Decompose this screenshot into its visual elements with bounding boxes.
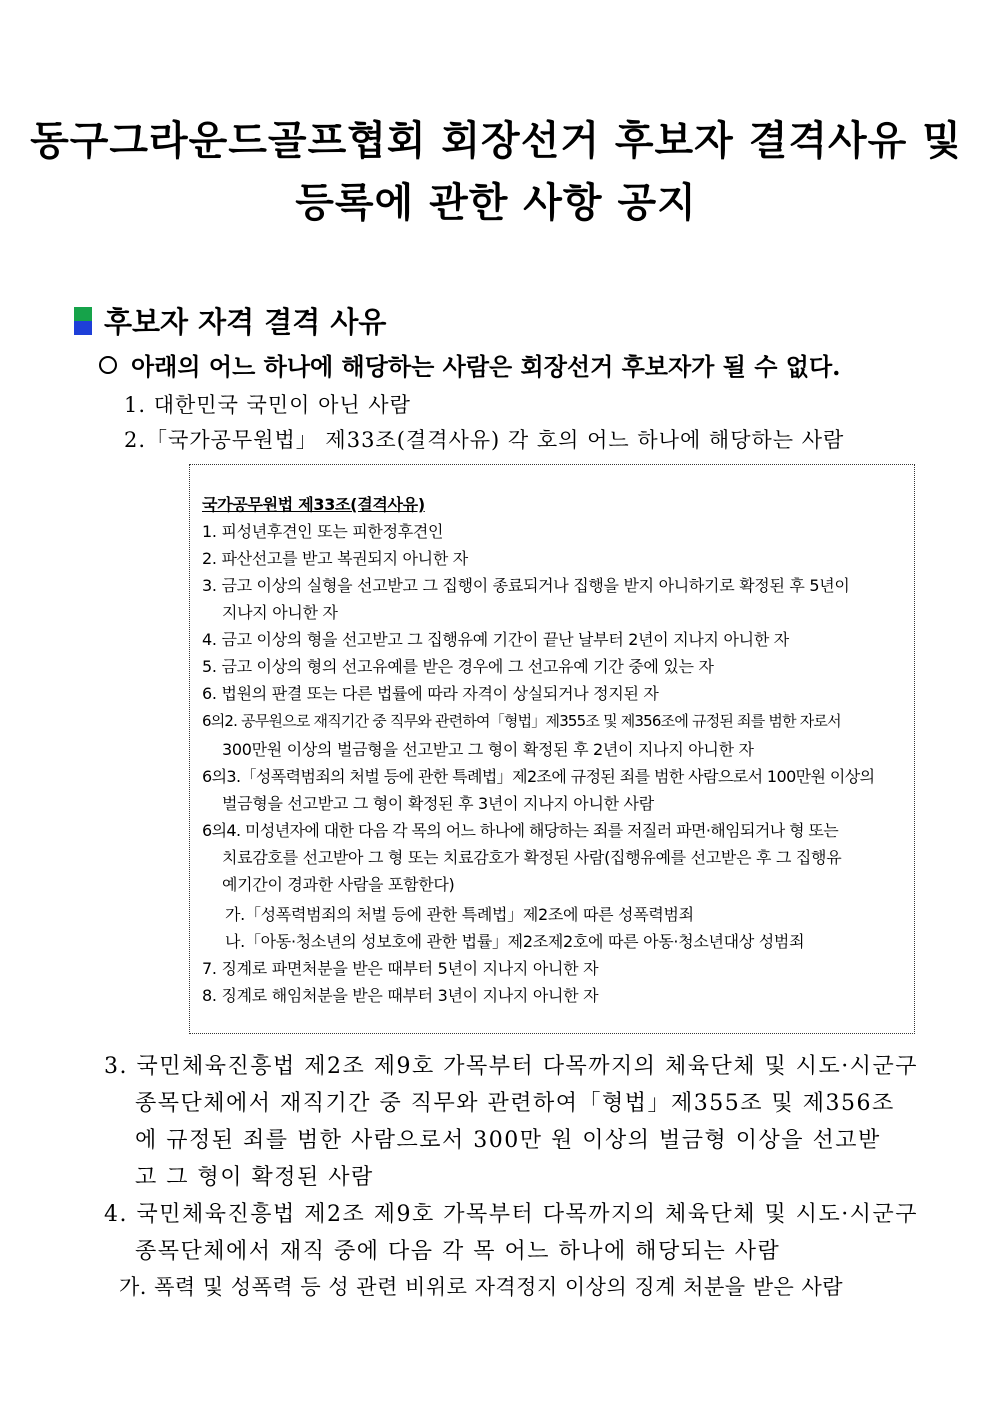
- law-excerpt-box: [189, 464, 915, 1034]
- box-line: 6의4. 미성년자에 대한 다음 각 목의 어느 하나에 해당하는 죄를 저질러 파면·해임되거나 형 또는: [202, 821, 839, 840]
- section-heading: [74, 300, 386, 341]
- box-line: 6. 법원의 판결 또는 다른 법률에 따라 자격이 상실되거나 정지된 자: [202, 684, 659, 703]
- box-line: 5. 금고 이상의 형의 선고유예를 받은 경우에 그 선고유예 기간 중에 있는 자: [202, 657, 714, 676]
- box-line: 예기간이 경과한 사람을 포함한다): [222, 875, 455, 894]
- item-3-line: 고 그 형이 확정된 사람: [135, 1165, 374, 1190]
- box-line: 7. 징계로 파면처분을 받은 때부터 5년이 지나지 아니한 자: [202, 959, 599, 978]
- item-3-line: 에 규정된 죄를 범한 사람으로서 300만 원 이상의 벌금형 이상을 선고받: [135, 1128, 881, 1153]
- item-2: 2.「국가공무원법」 제33조(결격사유) 각 호의 어느 하나에 해당하는 사람: [124, 428, 845, 452]
- circle-bullet-icon: [99, 356, 117, 374]
- section-marker-icon: [74, 307, 92, 335]
- intro-text: 아래의 어느 하나에 해당하는 사람은 회장선거 후보자가 될 수 없다.: [131, 352, 841, 381]
- box-line: 3. 금고 이상의 실형을 선고받고 그 집행이 종료되거나 집행을 받지 아니하기로 확정된 후 5년이: [202, 576, 850, 595]
- document-title: [0, 110, 992, 234]
- box-line: 300만원 이상의 벌금형을 선고받고 그 형이 확정된 후 2년이 지나지 아니한 자: [222, 740, 754, 759]
- item-4-subitem: 가. 폭력 및 성폭력 등 성 관련 비위로 자격정지 이상의 징계 처분을 받은 사람: [119, 1275, 844, 1299]
- box-line: 나.「아동·청소년의 성보호에 관한 법률」제2조제2호에 따른 아동·청소년대상 성범죄: [225, 932, 805, 951]
- item-4-line: 종목단체에서 재직 중에 다음 각 목 어느 하나에 해당되는 사람: [135, 1239, 781, 1264]
- box-line: 8. 징계로 해임처분을 받은 때부터 3년이 지나지 아니한 자: [202, 986, 599, 1005]
- item-4-line: 4. 국민체육진흥법 제2조 제9호 가목부터 다목까지의 체육단체 및 시도·시군구: [104, 1202, 918, 1227]
- box-line: 가.「성폭력범죄의 처벌 등에 관한 특례법」제2조에 따른 성폭력범죄: [225, 905, 694, 924]
- item-3-line: 3. 국민체육진흥법 제2조 제9호 가목부터 다목까지의 체육단체 및 시도·시군구: [104, 1054, 918, 1079]
- box-line: 1. 피성년후견인 또는 피한정후견인: [202, 522, 444, 541]
- title-line-2: 등록에 관한 사항 공지: [295, 180, 697, 226]
- box-line: 지나지 아니한 자: [222, 603, 338, 622]
- intro-statement: [95, 347, 841, 382]
- title-line-1: 동구그라운드골프협회 회장선거 후보자 결격사유 및: [30, 118, 962, 164]
- box-title: 국가공무원법 제33조(결격사유): [202, 495, 425, 514]
- item-1: 1. 대한민국 국민이 아닌 사람: [124, 393, 411, 417]
- box-line: 벌금형을 선고받고 그 형이 확정된 후 3년이 지나지 아니한 사람: [222, 794, 654, 813]
- section-heading-text: 후보자 자격 결격 사유: [104, 305, 387, 339]
- item-3-line: 종목단체에서 재직기간 중 직무와 관련하여「형법」제355조 및 제356조: [135, 1091, 895, 1116]
- box-line: 4. 금고 이상의 형을 선고받고 그 집행유예 기간이 끝난 날부터 2년이 지나지 아니한 자: [202, 630, 789, 649]
- box-line: 2. 파산선고를 받고 복권되지 아니한 자: [202, 549, 468, 568]
- box-line: 치료감호를 선고받아 그 형 또는 치료감호가 확정된 사람(집행유예를 선고받은 후 그 집행유: [222, 848, 842, 867]
- box-line: 6의3.「성폭력범죄의 처벌 등에 관한 특례법」제2조에 규정된 죄를 범한 사람으로서 100만원 이상의: [202, 767, 875, 786]
- box-line: 6의2. 공무원으로 재직기간 중 직무와 관련하여「형법」제355조 및 제356조에 규정된 죄를 범한 자로서: [202, 712, 841, 730]
